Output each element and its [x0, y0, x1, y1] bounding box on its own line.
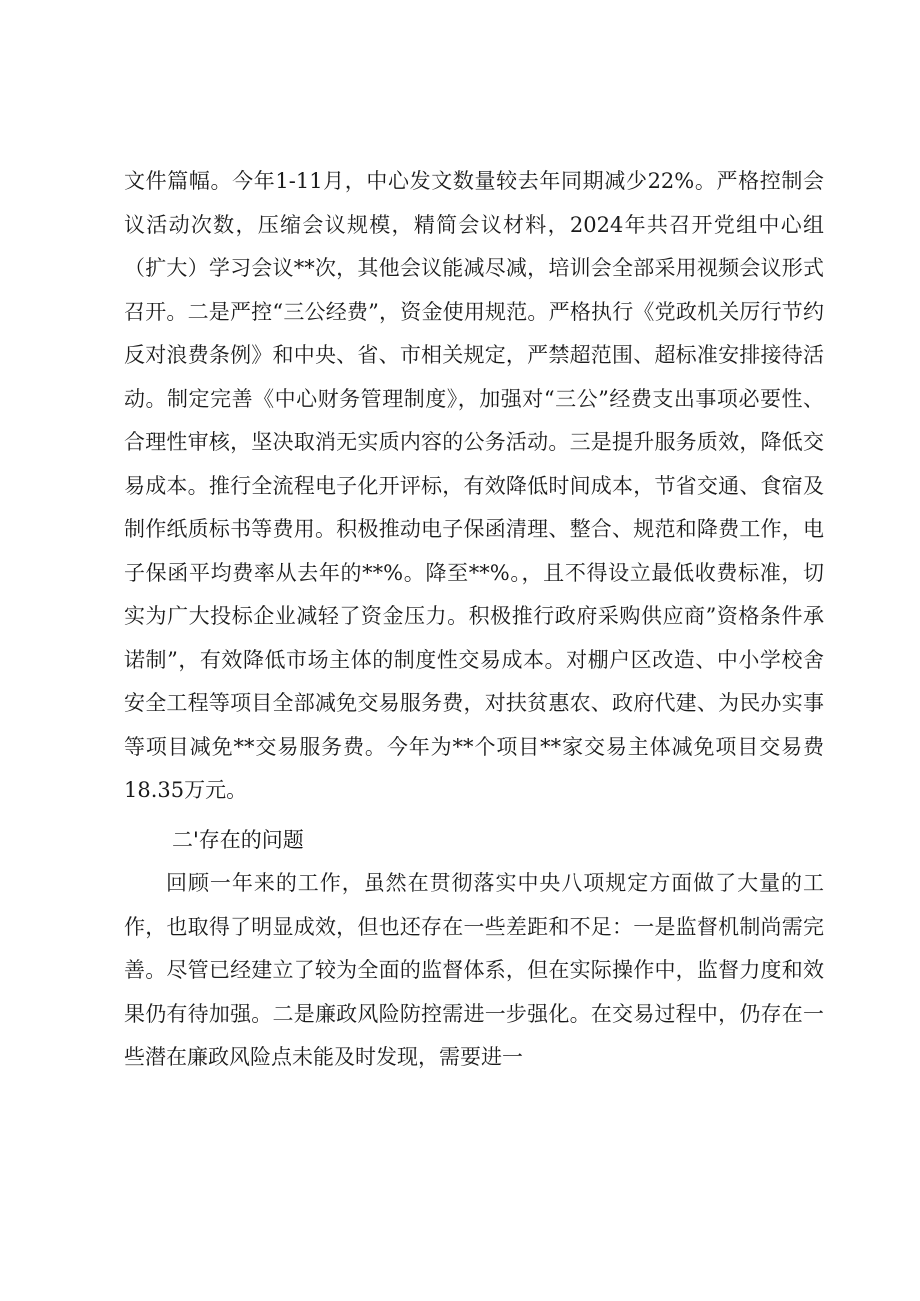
section-heading: 二'存在的问题 [172, 827, 304, 852]
document-body [124, 160, 824, 1080]
body-paragraph-2: 回顾一年来的工作，虽然在贯彻落实中央八项规定方面做了大量的工作，也取得了明显成效，但也还存在一些差距和不足：一是监督机制尚需完善。尽管已经建立了较为全面的监督体系，但在实际操作中，监督力度和效果仍有待加强。二是廉政风险防控需进一步强化。在交易过程中，仍存在一些潜在廉政风险点未能及时发现，需要进一 [124, 871, 824, 1069]
body-paragraph-1: 文件篇幅。今年1-11月，中心发文数量较去年同期减少22%。严格控制会议活动次数，压缩会议规模，精简会议材料，2024年共召开党组中心组（扩大）学习会议**次，其他会议能减尽减，培训会全部采用视频会议形式召开。二是严控“三公经费”，资金使用规范。严格执行《党政机关厉行节约反对浪费条例》和中央、省、市相关规定，严禁超范围、超标准安排接待活动。制定完善《中心财务管理制度》，加强对“三公”经费支出事项必要性、合理性审核，坚决取消无实质内容的公务活动。三是提升服务质效，降低交易成本。推行全流程电子化开评标，有效降低时间成本，节省交通、食宿及制作纸质标书等费用。积极推动电子保函清理、整合、规范和降费工作，电子保函平均费率从去年的**%。降至**%。，且不得设立最低收费标准，切实为广大投标企业减轻了资金压力。积极推行政府采购供应商”资格条件承诺制”，有效降低市场主体的制度性交易成本。对棚户区改造、中小学校舍安全工程等项目全部减免交易服务费，对扶贫惠农、政府代建、为民办实事等项目减免**交易服务费。今年为**个项目**家交易主体减免项目交易费18.35万元。 [124, 169, 824, 802]
